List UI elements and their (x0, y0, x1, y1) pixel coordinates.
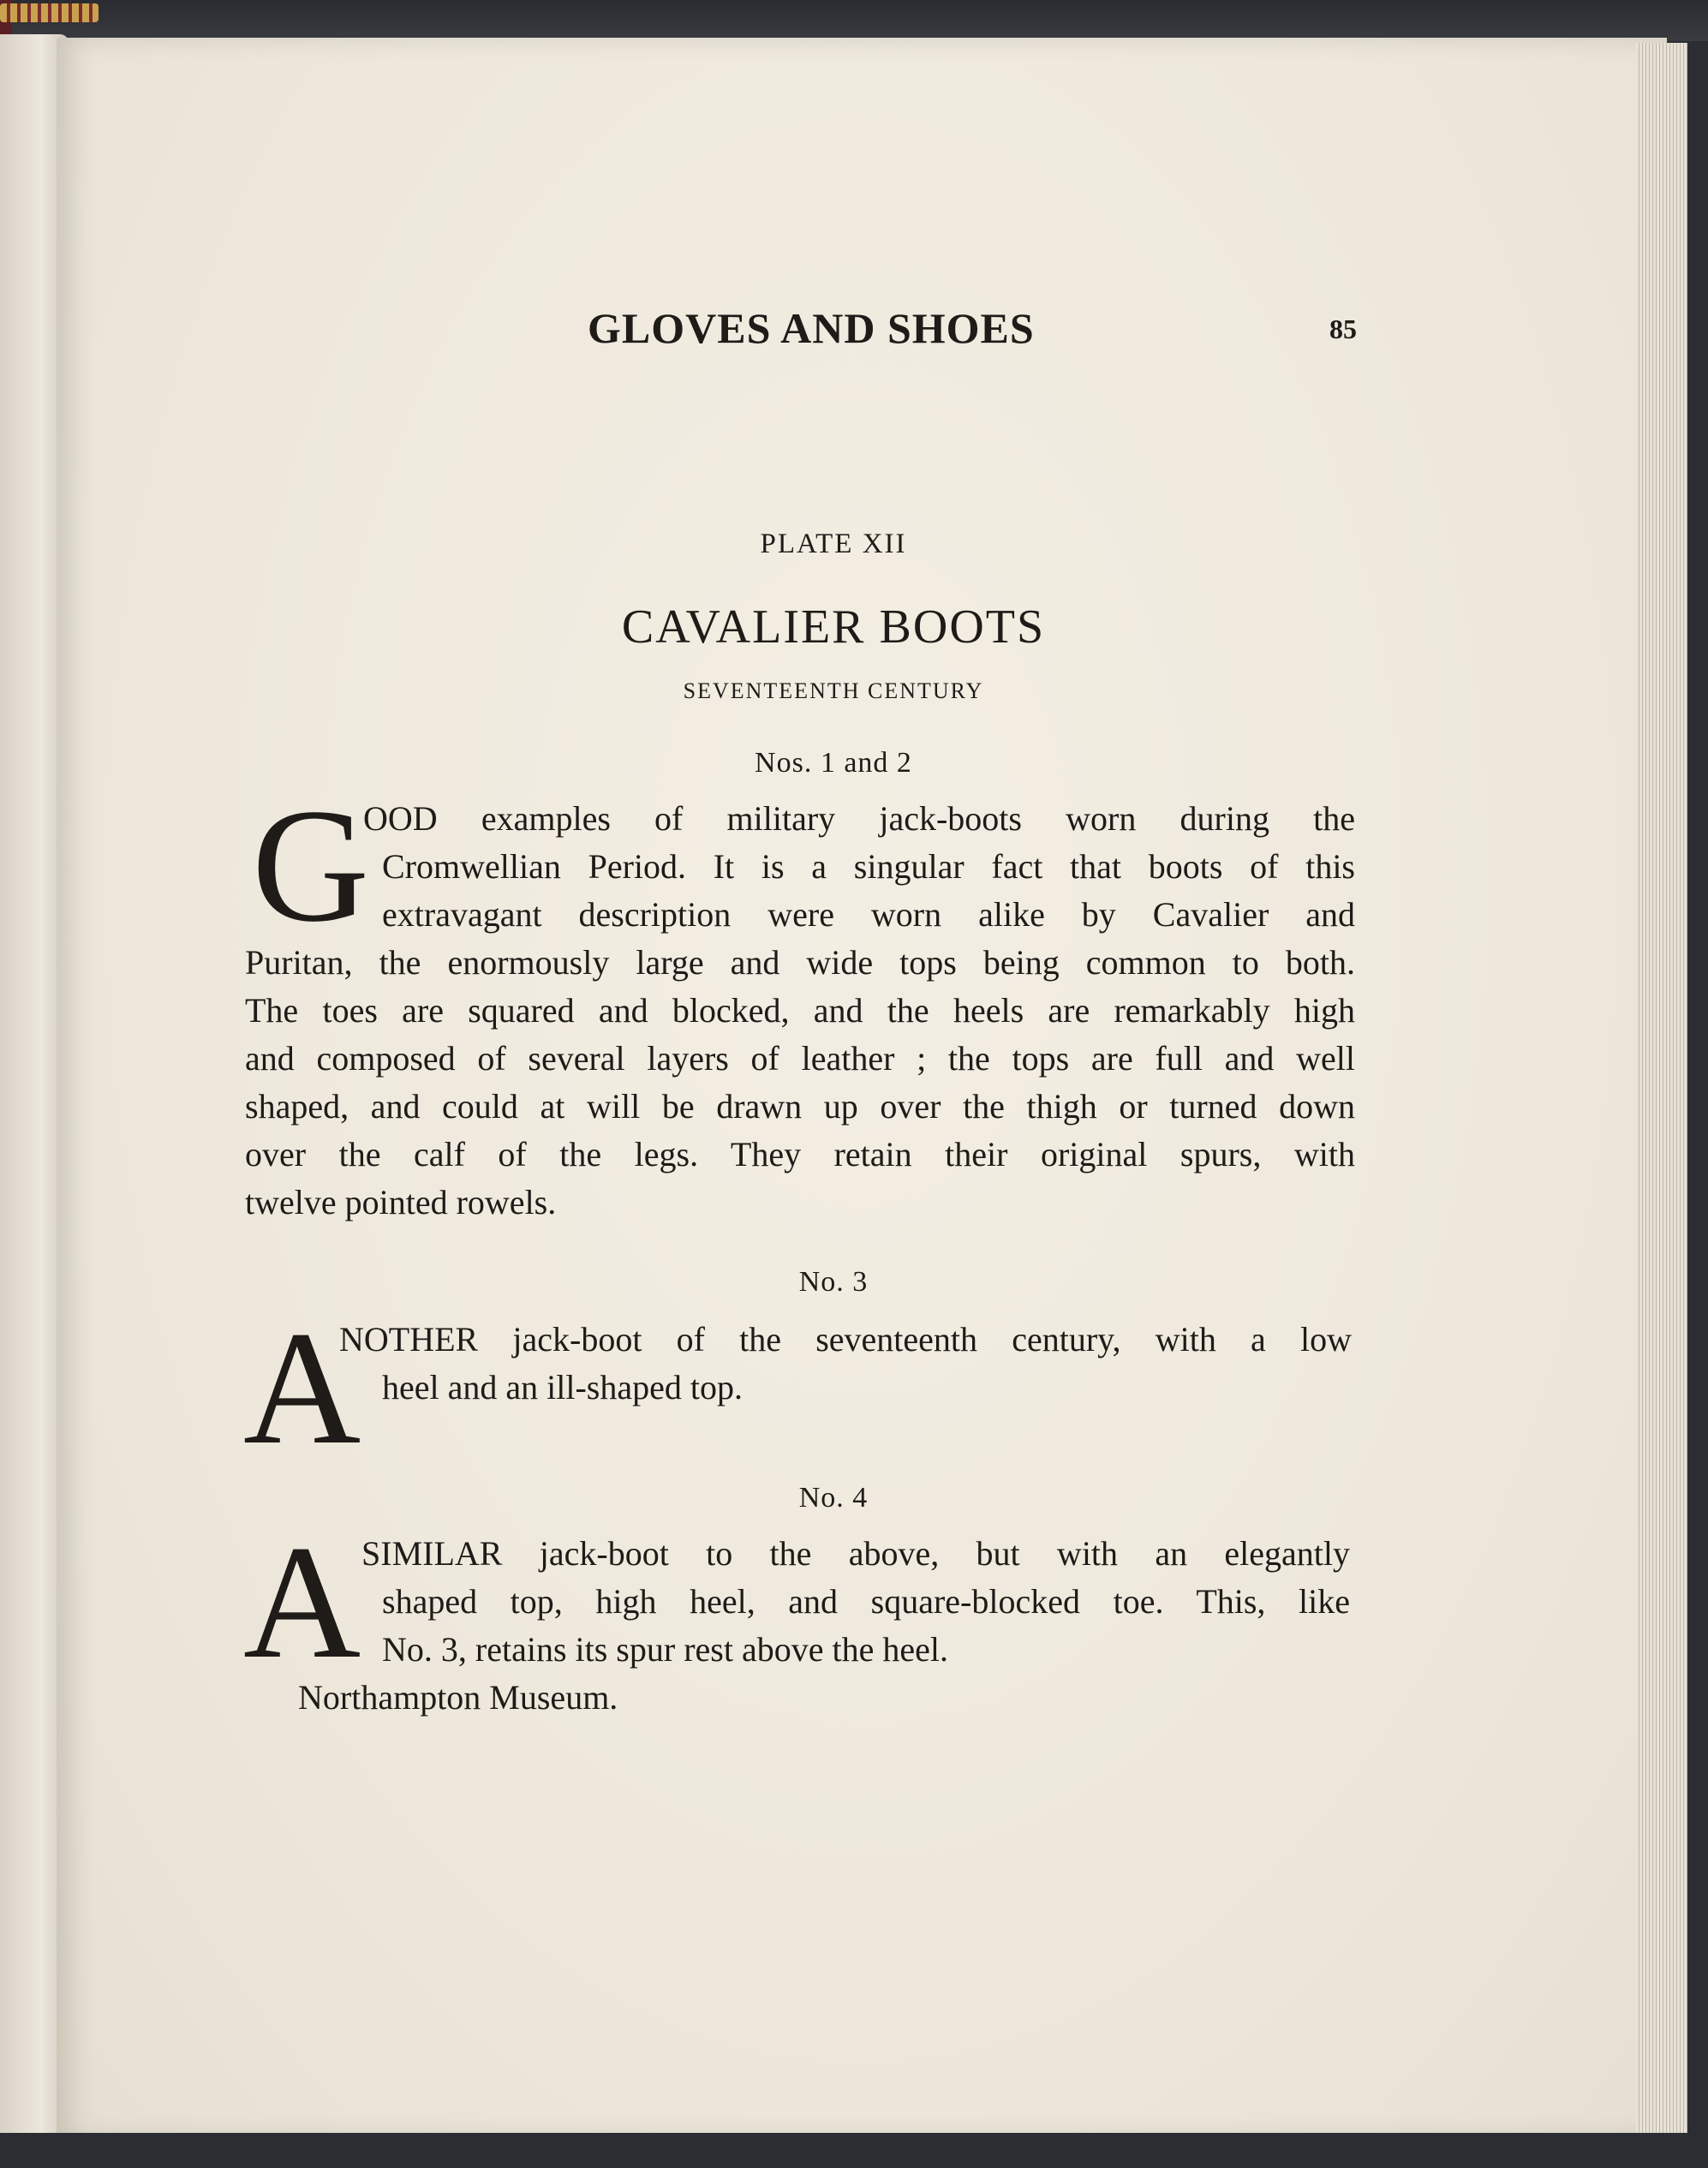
dropcap-g: G (252, 776, 370, 956)
running-head: GLOVES AND SHOES (588, 304, 1035, 352)
book-headband (0, 3, 99, 22)
paragraph-line: NOTHER jack-boot of the seventeenth century, with a low (339, 1320, 1352, 1359)
paragraph-line: OOD examples of military jack-boots worn during the (363, 799, 1355, 838)
paragraph-line: The toes are squared and blocked, and the heels are remarkably high (245, 991, 1355, 1030)
museum-credit: Northampton Museum. (298, 1678, 618, 1717)
paragraph-line: heel and an ill-shaped top. (382, 1368, 743, 1407)
paragraph-line: twelve pointed rowels. (245, 1183, 557, 1221)
paragraph-line: Cromwellian Period. It is a singular fact that boots of this (382, 847, 1355, 886)
plate-label: PLATE XII (760, 529, 907, 559)
dropcap-a: A (243, 1299, 361, 1478)
paragraph-line: Puritan, the enormously large and wide tops being common to both. (245, 943, 1355, 982)
section-heading-nos-1-2: Nos. 1 and 2 (755, 747, 912, 779)
plate-title: CAVALIER BOOTS (621, 600, 1046, 654)
paragraph-line: extravagant description were worn alike by Cavalier and (382, 895, 1355, 934)
paragraph-line: shaped, and could at will be drawn up over the thigh or turned down (245, 1087, 1355, 1126)
plate-subtitle: SEVENTEENTH CENTURY (683, 678, 984, 703)
paragraph-line: No. 3, retains its spur rest above the heel. (382, 1630, 948, 1669)
dropcap-a: A (243, 1513, 361, 1693)
paragraph-line: shaped top, high heel, and square-blocked toe. This, like (382, 1582, 1350, 1621)
section-heading-no-3: No. 3 (798, 1266, 869, 1298)
book-bottom-shadow (0, 2133, 1708, 2168)
paragraph-line: SIMILAR jack-boot to the above, but with an elegantly (361, 1534, 1350, 1573)
page-edges (1636, 43, 1687, 2137)
page-number: 85 (1329, 314, 1357, 344)
paragraph-line: and composed of several layers of leather ; the tops are full and well (245, 1039, 1355, 1078)
paragraph-line: over the calf of the legs. They retain their original spurs, with (245, 1135, 1355, 1174)
book-cover-top (0, 0, 1708, 41)
book-page (57, 38, 1667, 2138)
section-heading-no-4: No. 4 (798, 1482, 869, 1514)
